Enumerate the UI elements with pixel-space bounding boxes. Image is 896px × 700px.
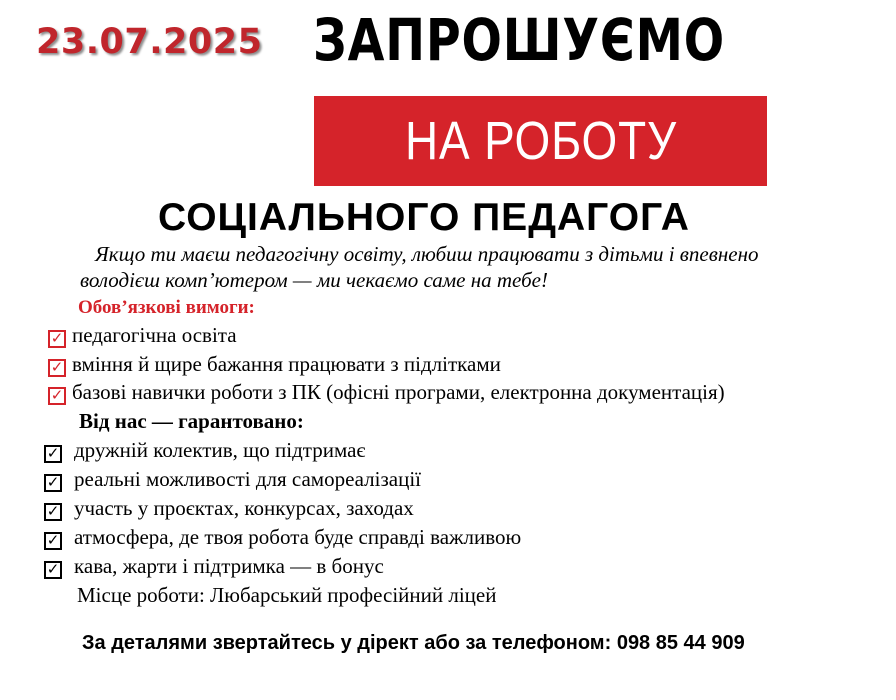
offer-text: дружній колектив, що підтримає [74, 438, 366, 462]
requirement-item [48, 352, 501, 377]
checked-box-icon: ✓ [44, 561, 62, 579]
checked-box-icon: ✓ [48, 330, 66, 348]
headline: ЗАПРОШУЄМО [313, 6, 725, 74]
requirement-text: педагогічна освіта [72, 323, 237, 347]
checked-box-icon: ✓ [48, 387, 66, 405]
requirement-item [48, 380, 725, 405]
offer-item [44, 554, 384, 579]
requirement-text: вміння й щире бажання працювати з підлітками [72, 352, 501, 376]
checked-box-icon: ✓ [44, 503, 62, 521]
checked-box-icon: ✓ [48, 359, 66, 377]
offer-item [44, 438, 365, 463]
date: 23.07.2025 [36, 22, 263, 62]
red-banner [314, 96, 767, 186]
offer-text: атмосфера, де твоя робота буде справді важливою [74, 525, 522, 549]
intro-line-1: Якщо ти маєш педагогічну освіту, любиш працювати з дітьми і впевнено [95, 242, 759, 266]
offer-item [44, 496, 414, 521]
offer-text: реальні можливості для самореалізації [74, 467, 422, 491]
offer-text: кава, жарти і підтримка — в бонус [74, 554, 384, 578]
contact-info: За деталями звертайтесь у дірект або за телефоном: 098 85 44 909 [82, 632, 745, 654]
intro-line-2: володієш комп’ютером — ми чекаємо саме на тебе! [80, 268, 548, 292]
offer-item [44, 525, 521, 550]
offer-item [44, 467, 421, 492]
position-title: СОЦІАЛЬНОГО ПЕДАГОГА [158, 196, 690, 239]
requirement-text: базові навички роботи з ПК (офісні програми, електронна документація) [72, 380, 725, 404]
offer-text: участь у проєктах, конкурсах, заходах [74, 496, 414, 520]
requirement-item [48, 323, 237, 348]
checked-box-icon: ✓ [44, 474, 62, 492]
banner-text: НА РОБОТУ [404, 111, 677, 171]
workplace: Місце роботи: Любарський професійний ліцей [77, 583, 497, 607]
checked-box-icon: ✓ [44, 445, 62, 463]
checked-box-icon: ✓ [44, 532, 62, 550]
offer-title: Від нас — гарантовано: [79, 409, 304, 433]
requirements-title: Обов’язкові вимоги: [78, 297, 255, 318]
